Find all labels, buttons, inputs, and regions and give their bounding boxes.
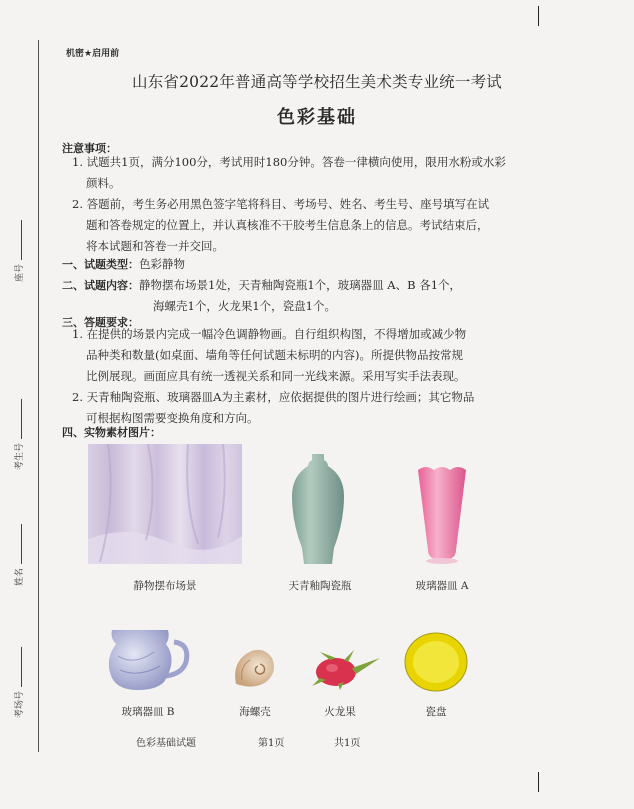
section2-row xyxy=(62,275,461,296)
notice-line: 题和答卷规定的位置上，并认真核准不干胶考生信息条上的信息。考试结束后， xyxy=(86,218,489,232)
drapery-image xyxy=(88,444,242,564)
requirement-line: 1. 在提供的场景内完成一幅冷色调静物画。自行组织构图，不得增加或减少物 xyxy=(72,327,467,341)
notice-line: 2. 答题前，考生务必用黑色签字笔将科目、考场号、姓名、考生号、座号填写在试 xyxy=(72,197,490,211)
requirement-line: 品种类和数量(如桌面、墙角等任何试题未标明的内容)。所提供物品按常规 xyxy=(86,348,463,362)
notice-line: 将本试题和答卷一并交回。 xyxy=(86,239,224,253)
section2-line: 海螺壳1个，火龙果1个，瓷盘1个。 xyxy=(153,299,336,313)
section2-line: 静物摆布场景1处，天青釉陶瓷瓶1个，玻璃器皿 A、B 各1个， xyxy=(139,278,462,292)
requirement-line: 比例展现。画面应具有统一透视关系和同一光线来源。采用写实手法表现。 xyxy=(86,369,466,383)
plate-image xyxy=(404,632,468,692)
section3-label: 三、答题要求： xyxy=(62,316,139,329)
glass-b-image xyxy=(104,626,190,692)
celadon-vase-image xyxy=(288,452,348,566)
caption-glass-a: 玻璃器皿 A xyxy=(415,580,469,592)
requirement-line: 可根据构图需要变换角度和方向。 xyxy=(86,411,259,425)
caption-vase: 天青釉陶瓷瓶 xyxy=(288,580,352,592)
exam-subtitle: 色彩基础 xyxy=(277,107,357,128)
side-field-seat: 座号 xyxy=(12,220,25,282)
dragonfruit-image xyxy=(310,648,382,690)
side-field-exam-number: 考生号 xyxy=(12,399,25,470)
caption-shell: 海螺壳 xyxy=(239,706,271,718)
notice-heading: 注意事项： xyxy=(62,142,117,155)
section1-row xyxy=(62,254,185,275)
footer-page: 第1页 xyxy=(258,738,285,749)
side-field-name: 姓名 xyxy=(12,524,25,586)
section4-label: 四、实物素材图片： xyxy=(62,426,161,439)
footer-subject: 色彩基础试题 xyxy=(136,738,196,749)
section2-label: 二、试题内容： xyxy=(62,279,139,292)
shell-image xyxy=(232,646,278,688)
section1-value: 色彩静物 xyxy=(139,257,185,271)
notice-line: 1. 试题共1页，满分100分，考试用时180分钟。答卷一律横向使用，限用水粉或水彩 xyxy=(72,155,506,169)
crop-mark-top xyxy=(538,6,539,26)
section1-label: 一、试题类型： xyxy=(62,258,139,271)
notice-line: 颜料。 xyxy=(86,176,121,190)
side-field-room: 考场号 xyxy=(12,647,25,718)
binding-line xyxy=(38,40,39,752)
requirement-line: 2. 天青釉陶瓷瓶、玻璃器皿A为主素材，应依据提供的图片进行绘画；其它物品 xyxy=(72,390,475,404)
caption-dragonfruit: 火龙果 xyxy=(324,706,356,718)
exam-title: 山东省2022年普通高等学校招生美术类专业统一考试 xyxy=(132,73,502,91)
caption-glass-b: 玻璃器皿 B xyxy=(121,706,175,718)
caption-drapery: 静物摆布场景 xyxy=(133,580,197,592)
footer-total: 共1页 xyxy=(334,738,361,749)
caption-plate: 瓷盘 xyxy=(425,706,447,718)
crop-mark-bottom xyxy=(538,772,539,792)
confidential-label: 机密★启用前 xyxy=(66,49,120,59)
glass-a-image xyxy=(416,464,468,566)
